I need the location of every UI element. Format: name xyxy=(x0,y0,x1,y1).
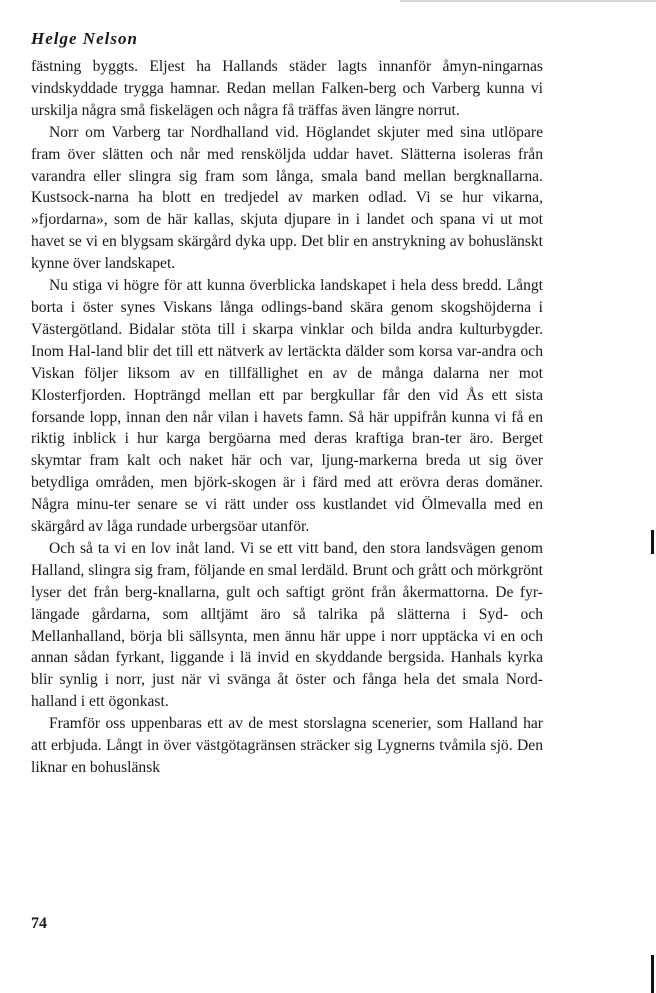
paragraph-4: Och så ta vi en lov inåt land. Vi se ett vitt band, den stora landsvägen genom Halland, slingra sig fram, följande en smal lerdäld. Brunt och grått och mörkgrönt lyser det från berg-knallarna, gult och saftigt grönt från åkermattorna. De fyr-längade gårdarna, som alltjämt äro så talrika på slätterna i Syd- och Mellanhalland, börja bli sällsynta, men ännu här uppe i norr upptäcka vi en och annan sådan fyrkant, liggande i lä invid en skyddande bergsida. Hanhals kyrka blir synlig i norr, just när vi svänga åt öster och fånga hela det smala Nord-halland i ett ögonkast. xyxy=(31,539,543,711)
body-text xyxy=(31,56,543,779)
scan-edge-mark xyxy=(651,530,654,554)
book-page xyxy=(31,28,543,779)
scan-edge-rule xyxy=(400,0,656,2)
scan-edge-mark xyxy=(651,955,654,993)
paragraph-2: Norr om Varberg tar Nordhalland vid. Höglandet skjuter med sina utlöpare fram över slätten och når med rensköljda uddar havet. Slätterna isoleras från varandra eller slingra sig fram som långa, smala band mellan bergknallarna. Kustsock-narna ha blott en tredjedel av marken odlad. Vi se hur vikarna, »fjordarna», som de här kallas, skjuta djupare in i landet och spana vi ut mot havet se vi en blygsam skärgård dyka upp. Det blir en anstrykning av bohuslänskt kynne över landskapet. xyxy=(31,123,543,273)
paragraph-5: Framför oss uppenbaras ett av de mest storslagna scenerier, som Halland har att erbjuda. Långt in över västgötagränsen sträcker sig Lygnerns tvåmila sjö. Den liknar en bohuslänsk xyxy=(31,715,543,776)
running-head-author: Helge Nelson xyxy=(31,29,138,48)
page-number: 74 xyxy=(31,915,47,932)
paragraph-1: fästning byggts. Eljest ha Hallands städer lagts innanför åmyn-ningarnas vindskyddade trygga hamnar. Redan mellan Falken-berg och Varberg kunna vi urskilja några små fiskelägen och några få träffas även längre norrut. xyxy=(31,58,543,119)
paragraph-3: Nu stiga vi högre för att kunna överblicka landskapet i hela dess bredd. Långt borta i öster synes Viskans långa odlings-band skära genom skogshöjderna i Västergötland. Bidalar stöta till i skarpa vinklar och bilda andra kulturbygder. Inom Hal-land blir det till ett nätverk av lertäckta dälder som korsa var-andra och Viskan följer liksom av en tillfällighet en av de många dalarna ner mot Klosterfjorden. Hopträngd mellan ett par bergkullar får den vid Ås ett sista forsande lopp, innan den når vilan i havets famn. Så här uppifrån kunna vi få en riktig inblick i hur karga bergöarna med deras kraftiga bran-ter äro. Berget skymtar fram kalt och naket här och var, ljung-markerna breda ut sig över betydliga områden, men björk-skogen är i färd med att erövra deras domäner. Några minu-ter senare se vi rätt under oss kustlandet vid Ölmevalla med en skärgård av låga rundade urbergsöar utanför. xyxy=(31,277,543,536)
